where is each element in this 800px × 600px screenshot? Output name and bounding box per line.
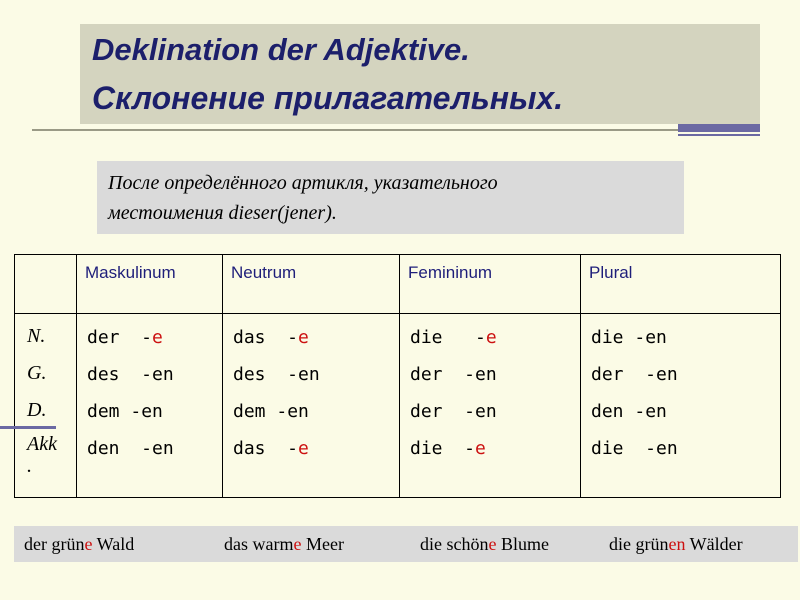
form-ending: e bbox=[475, 438, 486, 459]
example-pre: die grün bbox=[609, 534, 669, 554]
form-ending: en bbox=[298, 364, 320, 385]
form-stem: dem - bbox=[233, 401, 288, 422]
form-ending: en bbox=[656, 438, 678, 459]
form-stem: die - bbox=[410, 438, 476, 459]
form-ending: en bbox=[645, 327, 667, 348]
form-stem: des - bbox=[87, 364, 153, 385]
form-line bbox=[410, 430, 580, 467]
example-post: Wald bbox=[92, 534, 135, 554]
form-line bbox=[87, 393, 222, 430]
forms-femininum bbox=[400, 314, 581, 498]
form-stem: die - bbox=[591, 438, 657, 459]
example-post: Blume bbox=[496, 534, 549, 554]
case-label-dativ: D. bbox=[27, 399, 47, 421]
form-ending: e bbox=[298, 327, 309, 348]
header-femininum: Femininum bbox=[400, 255, 581, 314]
form-line bbox=[87, 430, 222, 467]
form-stem: das - bbox=[233, 327, 299, 348]
form-line bbox=[87, 319, 222, 356]
page-title-german: Deklination der Adjektive. bbox=[92, 32, 470, 67]
example-post: Wälder bbox=[685, 534, 743, 554]
title-accent-bar bbox=[678, 124, 760, 132]
form-line bbox=[410, 393, 580, 430]
example-pre: die schön bbox=[420, 534, 489, 554]
form-ending: en bbox=[152, 438, 174, 459]
form-ending: e bbox=[298, 438, 309, 459]
example-pre: das warm bbox=[224, 534, 294, 554]
example-red: en bbox=[668, 534, 686, 554]
example-3 bbox=[420, 534, 549, 555]
header-neutrum: Neutrum bbox=[223, 255, 400, 314]
form-line bbox=[591, 393, 780, 430]
forms-plural bbox=[581, 314, 781, 498]
left-accent-line bbox=[0, 426, 56, 429]
header-maskulinum: Maskulinum bbox=[77, 255, 223, 314]
form-stem: der - bbox=[410, 401, 476, 422]
title-accent-line bbox=[678, 134, 760, 136]
subtitle-line-1: После определённого артикля, указательного bbox=[108, 172, 498, 194]
example-red: e bbox=[293, 534, 302, 554]
case-label-akkusativ: Akk bbox=[27, 433, 57, 455]
example-pre: der grün bbox=[24, 534, 85, 554]
examples-bar bbox=[14, 526, 798, 562]
form-line bbox=[591, 319, 780, 356]
example-2 bbox=[224, 534, 344, 555]
form-ending: en bbox=[645, 401, 667, 422]
example-1 bbox=[24, 534, 134, 555]
form-line bbox=[233, 430, 399, 467]
form-ending: en bbox=[141, 401, 163, 422]
form-ending: en bbox=[475, 364, 497, 385]
form-ending: en bbox=[287, 401, 309, 422]
form-stem: dem - bbox=[87, 401, 142, 422]
case-label-genitiv: G. bbox=[27, 362, 47, 384]
form-stem: die - bbox=[410, 327, 486, 348]
forms-neutrum bbox=[223, 314, 400, 498]
form-ending: e bbox=[152, 327, 163, 348]
page-title-russian: Склонение прилагательных. bbox=[92, 80, 564, 116]
form-stem: der - bbox=[410, 364, 476, 385]
case-labels-cell bbox=[15, 314, 77, 498]
example-red: e bbox=[488, 534, 497, 554]
form-ending: en bbox=[475, 401, 497, 422]
header-plural: Plural bbox=[581, 255, 781, 314]
form-stem: den - bbox=[87, 438, 153, 459]
form-stem: die - bbox=[591, 327, 646, 348]
form-line bbox=[233, 393, 399, 430]
form-line bbox=[233, 319, 399, 356]
form-line bbox=[87, 356, 222, 393]
form-line bbox=[410, 356, 580, 393]
form-line bbox=[233, 356, 399, 393]
form-stem: des - bbox=[233, 364, 299, 385]
declension-table bbox=[14, 254, 781, 498]
form-ending: en bbox=[656, 364, 678, 385]
form-line bbox=[591, 356, 780, 393]
case-label-nominativ: N. bbox=[27, 325, 46, 347]
header-case-blank bbox=[15, 255, 77, 314]
example-post: Meer bbox=[301, 534, 344, 554]
case-label-akkusativ-dot: . bbox=[27, 455, 32, 477]
table-header-row bbox=[15, 255, 781, 314]
form-line bbox=[410, 319, 580, 356]
form-stem: der - bbox=[591, 364, 657, 385]
form-ending: e bbox=[485, 327, 497, 348]
forms-maskulinum bbox=[77, 314, 223, 498]
form-stem: das - bbox=[233, 438, 299, 459]
title-underline bbox=[32, 129, 678, 131]
example-4 bbox=[609, 534, 743, 555]
subtitle-line-2: местоимения dieser(jener). bbox=[108, 202, 337, 224]
form-line bbox=[591, 430, 780, 467]
table-row bbox=[15, 314, 781, 498]
form-stem: den - bbox=[591, 401, 646, 422]
example-red: e bbox=[84, 534, 93, 554]
form-stem: der - bbox=[87, 327, 153, 348]
form-ending: en bbox=[152, 364, 174, 385]
